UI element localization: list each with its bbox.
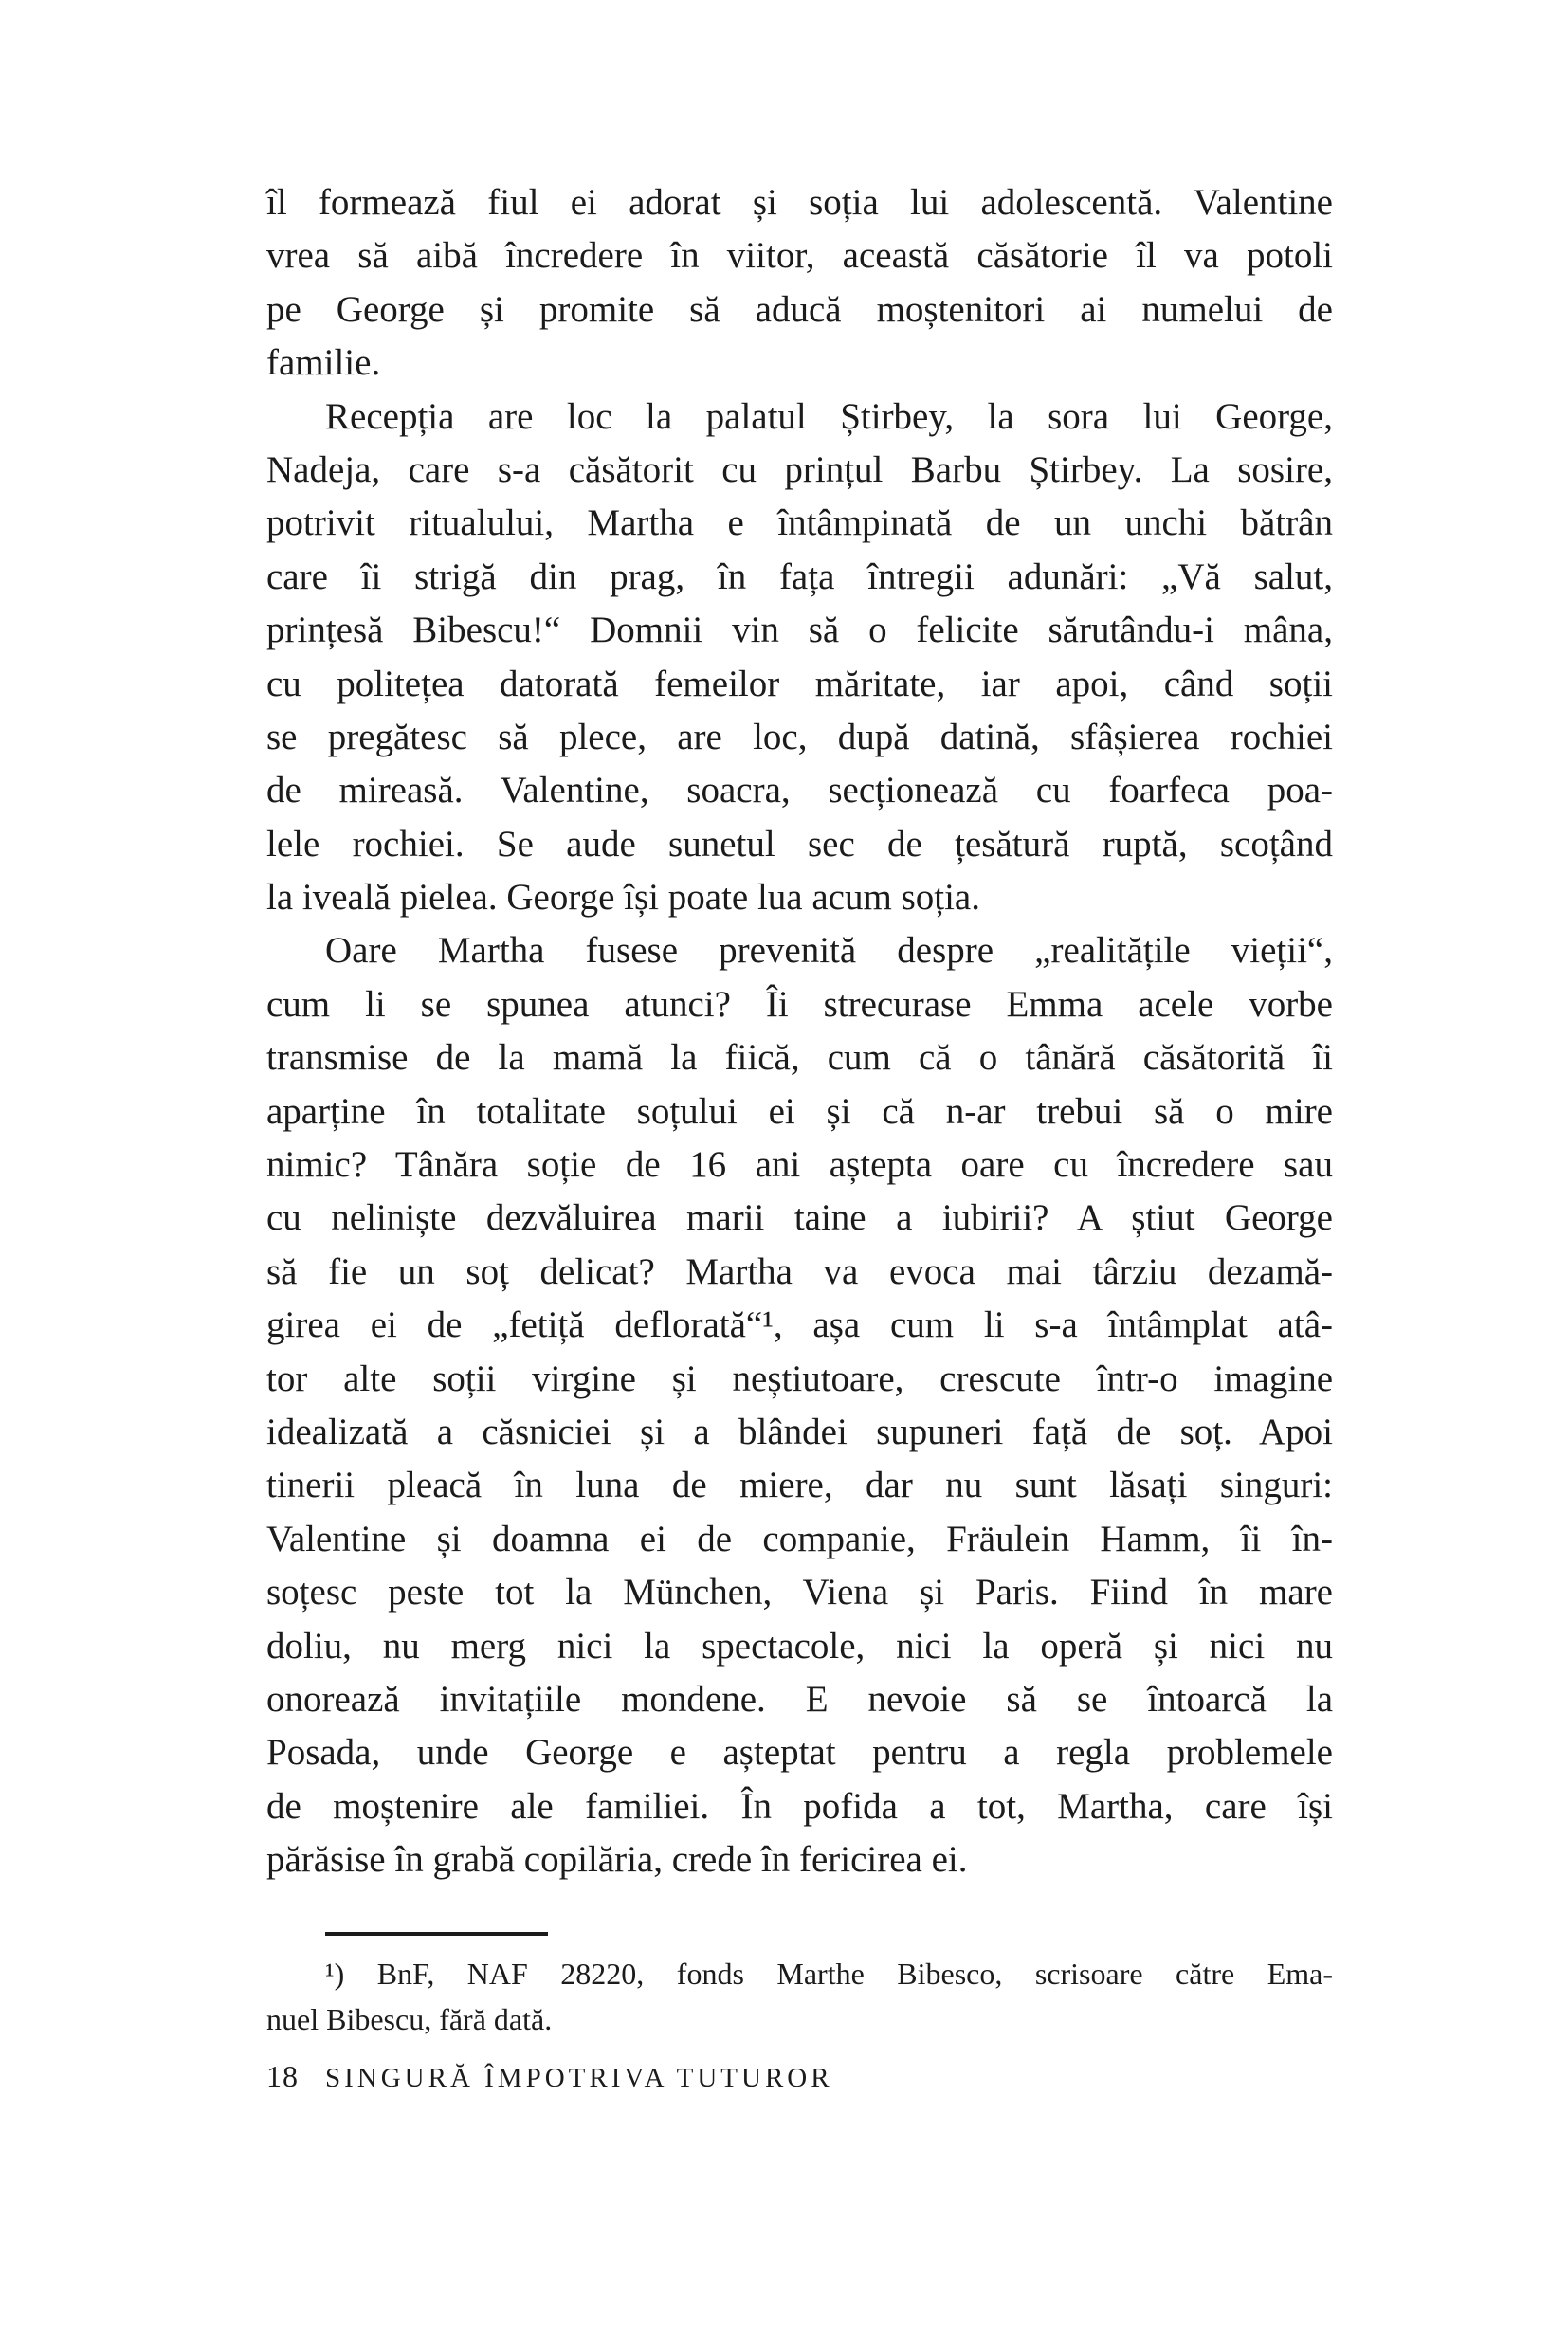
running-title: SINGURĂ ÎMPOTRIVA TUTUROR [325,2063,833,2093]
text-line: se pregătesc să plece, are loc, după datină, sfâșierea rochiei [266,716,1333,757]
text-line: cu politețea datorată femeilor măritate, iar apoi, când soții [266,663,1333,704]
footnote-rule [325,1932,548,1936]
page-number: 18 [266,2059,299,2093]
text-line: Posada, unde George e așteptat pentru a regla problemele [266,1732,1333,1774]
text-line: la iveală pielea. George își poate lua acum soția. [266,877,980,919]
text-line: părăsise în grabă copilăria, crede în fericirea ei. [266,1839,968,1881]
text-line: de mireasă. Valentine, soacra, secționează cu foarfeca poa- [266,770,1333,811]
text-line: girea ei de „fetiță deflorată“¹, așa cum li s-a întâmplat atâ- [266,1304,1333,1346]
text-line: Recepția are loc la palatul Știrbey, la sora lui George, [325,395,1333,437]
text-line: Oare Martha fusese prevenită despre „realitățile vieții“, [325,930,1333,972]
text-line: Valentine și doamna ei de companie, Fräulein Hamm, îi în- [266,1518,1333,1559]
text-line: de moștenire ale familiei. În pofida a tot, Martha, care își [266,1785,1333,1827]
text-line: nimic? Tânăra soție de 16 ani aștepta oare cu încredere sau [266,1144,1333,1186]
text-line: transmise de la mamă la fiică, cum că o tânără căsătorită îi [266,1037,1333,1079]
text-line: doliu, nu merg nici la spectacole, nici la operă și nici nu [266,1625,1333,1667]
text-line: cum li se spunea atunci? Îi strecurase Emma acele vorbe [266,983,1333,1025]
text-line: Nadeja, care s-a căsătorit cu prințul Barbu Știrbey. La sosire, [266,448,1333,490]
text-line: familie. [266,342,381,384]
text-line: tor alte soții virgine și neștiutoare, crescute într-o imagine [266,1358,1333,1399]
text-line: să fie un soț delicat? Martha va evoca mai târziu dezamă- [266,1250,1333,1292]
text-line: prințesă Bibescu!“ Domnii vin să o felicite sărutându-i mâna, [266,610,1333,651]
text-line: care îi strigă din prag, în fața întregii adunări: „Vă salut, [266,556,1333,597]
page-footer [266,2059,1333,2094]
text-line: soțesc peste tot la München, Viena și Paris. Fiind în mare [266,1572,1333,1613]
text-line: vrea să aibă încredere în viitor, această căsătorie îl va potoli [266,235,1333,277]
text-line: ¹) BnF, NAF 28220, fonds Marthe Bibesco, scrisoare către Ema- [325,1957,1333,1991]
text-line: onorează invitațiile mondene. E nevoie să se întoarcă la [266,1678,1333,1720]
text-line: aparține în totalitate soțului ei și că n-ar trebui să o mire [266,1090,1333,1132]
text-line: pe George și promite să aducă moștenitori ai numelui de [266,288,1333,330]
footnote [266,1951,1333,2042]
text-line: idealizată a căsniciei și a blândei supuneri față de soț. Apoi [266,1411,1333,1452]
text-line: tinerii pleacă în luna de miere, dar nu sunt lăsați singuri: [266,1465,1333,1506]
text-line: nuel Bibescu, fără dată. [266,2002,553,2036]
text-line: lele rochiei. Se aude sunetul sec de țesătură ruptă, scoțând [266,823,1333,865]
text-line: potrivit ritualului, Martha e întâmpinată de un unchi bătrân [266,502,1333,544]
body-text [266,176,1333,1887]
text-line: cu neliniște dezvăluirea marii taine a iubirii? A știut George [266,1197,1333,1239]
text-line: îl formează fiul ei adorat și soția lui adolescentă. Valentine [266,182,1333,223]
